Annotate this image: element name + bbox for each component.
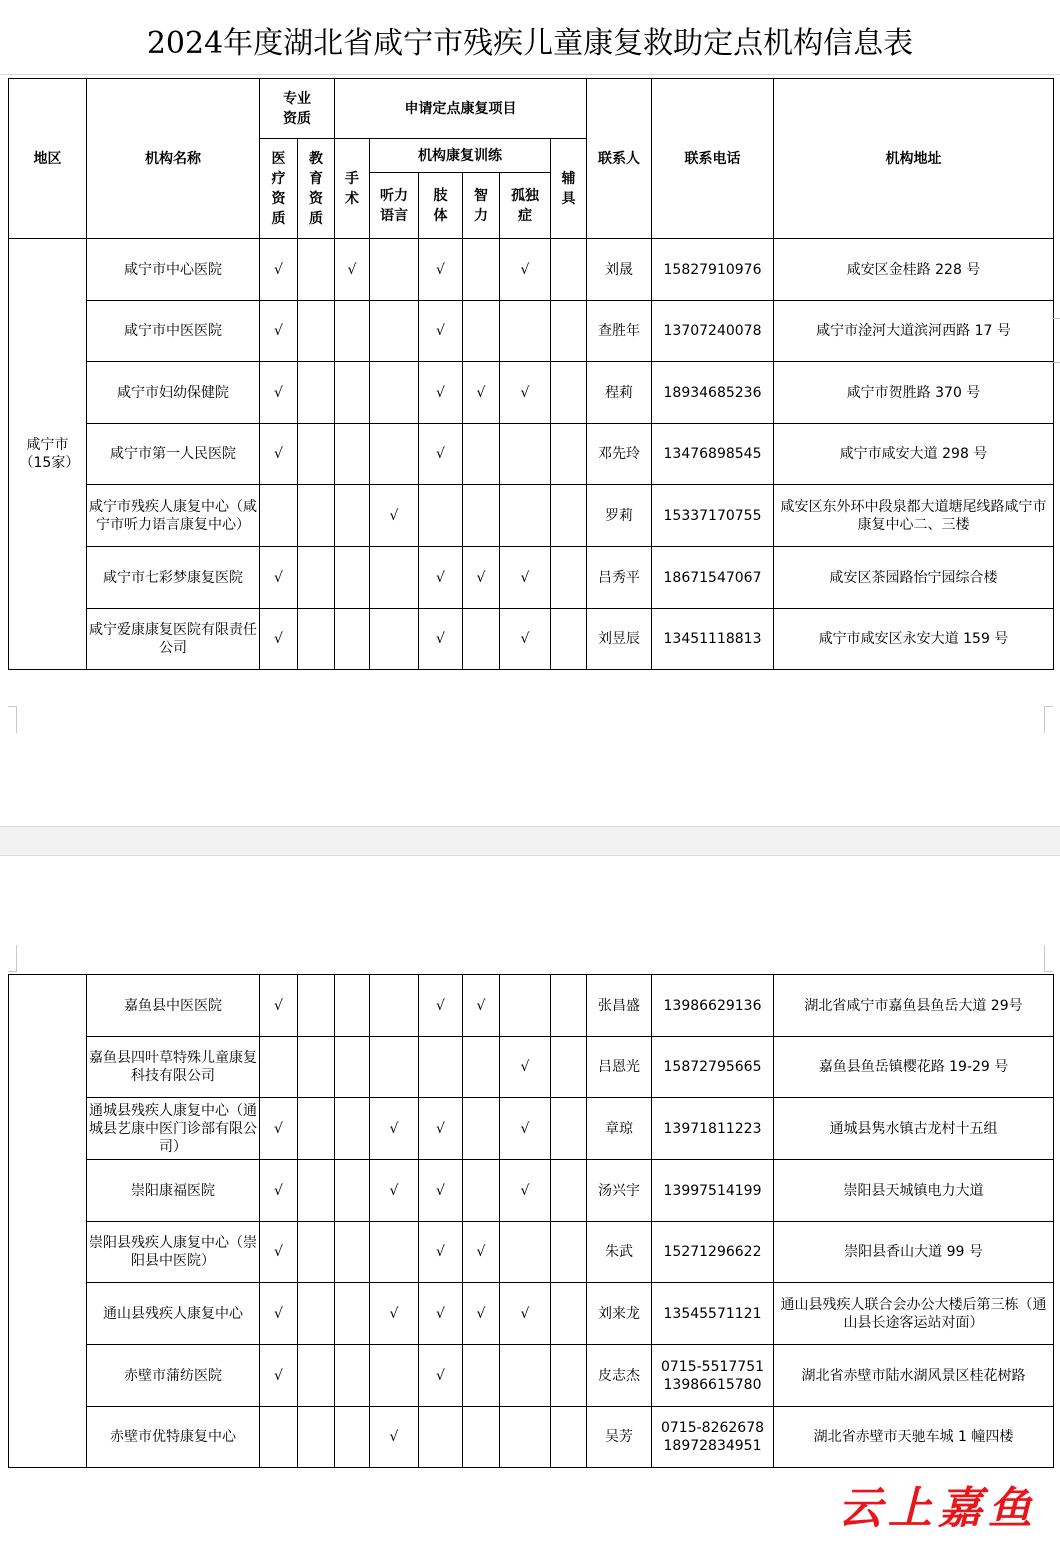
table-row <box>9 239 1054 301</box>
limb-check: √ <box>419 547 463 609</box>
surgery-check <box>335 485 370 547</box>
aids-check <box>551 485 587 547</box>
limb-check <box>419 1407 463 1468</box>
org-address: 咸宁市贺胜路 370 号 <box>774 362 1054 424</box>
header-aids: 辅具 <box>551 139 587 239</box>
limb-check: √ <box>419 239 463 301</box>
table-row <box>9 1037 1054 1098</box>
surgery-check <box>335 1037 370 1098</box>
intellect-check <box>463 239 500 301</box>
surgery-check <box>335 609 370 670</box>
page-break-band <box>0 826 1060 856</box>
contact-phone: 18934685236 <box>652 362 774 424</box>
education-check <box>298 1160 335 1222</box>
region-cell-continued <box>9 975 87 1468</box>
contact-name: 刘晟 <box>587 239 652 301</box>
medical-check: √ <box>260 1345 298 1407</box>
org-address: 湖北省咸宁市嘉鱼县鱼岳大道 29号 <box>774 975 1054 1037</box>
header-project: 申请定点康复项目 <box>335 79 587 139</box>
org-address: 咸宁市咸安大道 298 号 <box>774 424 1054 485</box>
aids-check <box>551 547 587 609</box>
contact-phone: 15271296622 <box>652 1222 774 1283</box>
intellect-check <box>463 1407 500 1468</box>
contact-name: 皮志杰 <box>587 1345 652 1407</box>
org-address: 咸安区茶园路怡宁园综合楼 <box>774 547 1054 609</box>
surgery-check <box>335 1407 370 1468</box>
limb-check: √ <box>419 424 463 485</box>
medical-check: √ <box>260 301 298 362</box>
hearing-check <box>370 975 419 1037</box>
table-row <box>9 1222 1054 1283</box>
contact-name: 章琼 <box>587 1098 652 1160</box>
education-check <box>298 609 335 670</box>
org-address: 崇阳县天城镇电力大道 <box>774 1160 1054 1222</box>
aids-check <box>551 609 587 670</box>
table-row <box>9 1407 1054 1468</box>
contact-phone: 13971811223 <box>652 1098 774 1160</box>
header-qualification: 专业资质 <box>260 79 335 139</box>
table-row <box>9 1283 1054 1345</box>
autism-check <box>500 975 551 1037</box>
contact-phone: 13707240078 <box>652 301 774 362</box>
contact-name: 查胜年 <box>587 301 652 362</box>
education-check <box>298 301 335 362</box>
hearing-check: √ <box>370 1160 419 1222</box>
autism-check <box>500 1345 551 1407</box>
surgery-check <box>335 975 370 1037</box>
table-row <box>9 975 1054 1037</box>
org-address: 通山县残疾人联合会办公大楼后第三栋（通山县长途客运站对面） <box>774 1283 1054 1345</box>
org-address: 咸宁市咸安区永安大道 159 号 <box>774 609 1054 670</box>
org-name: 赤壁市优特康复中心 <box>87 1407 260 1468</box>
hearing-check: √ <box>370 1407 419 1468</box>
surgery-check <box>335 1283 370 1345</box>
autism-check <box>500 301 551 362</box>
page-edge-tick <box>1052 362 1060 363</box>
hearing-check <box>370 609 419 670</box>
hearing-check <box>370 547 419 609</box>
org-name: 通城县残疾人康复中心（通城县艺康中医门诊部有限公司） <box>87 1098 260 1160</box>
table-row <box>9 424 1054 485</box>
contact-phone: 13476898545 <box>652 424 774 485</box>
org-name: 赤壁市蒲纺医院 <box>87 1345 260 1407</box>
org-name: 咸宁市中心医院 <box>87 239 260 301</box>
org-name: 崇阳县残疾人康复中心（崇阳县中医院） <box>87 1222 260 1283</box>
medical-check: √ <box>260 239 298 301</box>
contact-name: 刘来龙 <box>587 1283 652 1345</box>
aids-check <box>551 1098 587 1160</box>
autism-check: √ <box>500 1098 551 1160</box>
education-check <box>298 1222 335 1283</box>
table-row <box>9 547 1054 609</box>
aids-check <box>551 1160 587 1222</box>
limb-check: √ <box>419 1345 463 1407</box>
hearing-check <box>370 362 419 424</box>
intellect-check <box>463 424 500 485</box>
table-row <box>9 1345 1054 1407</box>
aids-check <box>551 1037 587 1098</box>
org-address: 湖北省赤壁市天驰车城 1 幢四楼 <box>774 1407 1054 1468</box>
hearing-check: √ <box>370 1098 419 1160</box>
page-corner-mark <box>8 945 17 972</box>
header-training: 机构康复训练 <box>370 139 551 173</box>
education-check <box>298 485 335 547</box>
medical-check: √ <box>260 362 298 424</box>
education-check <box>298 975 335 1037</box>
autism-check: √ <box>500 609 551 670</box>
contact-phone: 0715-5517751 13986615780 <box>652 1345 774 1407</box>
header-intellect: 智力 <box>463 173 500 239</box>
header-hearing: 听力语言 <box>370 173 419 239</box>
contact-name: 吕恩光 <box>587 1037 652 1098</box>
org-name: 咸宁爱康康复医院有限责任公司 <box>87 609 260 670</box>
header-surgery: 手术 <box>335 139 370 239</box>
contact-name: 程莉 <box>587 362 652 424</box>
page-corner-mark <box>1044 706 1053 733</box>
surgery-check <box>335 424 370 485</box>
medical-check: √ <box>260 609 298 670</box>
contact-phone: 15872795665 <box>652 1037 774 1098</box>
org-address: 通城县隽水镇古龙村十五组 <box>774 1098 1054 1160</box>
page-corner-mark <box>1044 945 1053 972</box>
org-name: 咸宁市七彩梦康复医院 <box>87 547 260 609</box>
hearing-check <box>370 301 419 362</box>
header-education: 教育资质 <box>298 139 335 239</box>
table-row <box>9 301 1054 362</box>
surgery-check: √ <box>335 239 370 301</box>
contact-phone: 13986629136 <box>652 975 774 1037</box>
autism-check <box>500 424 551 485</box>
contact-name: 罗莉 <box>587 485 652 547</box>
surgery-check <box>335 547 370 609</box>
surgery-check <box>335 1160 370 1222</box>
hearing-check: √ <box>370 1283 419 1345</box>
intellect-check <box>463 485 500 547</box>
surgery-check <box>335 362 370 424</box>
education-check <box>298 1098 335 1160</box>
contact-phone: 13545571121 <box>652 1283 774 1345</box>
hearing-check <box>370 1037 419 1098</box>
intellect-check: √ <box>463 547 500 609</box>
org-name: 通山县残疾人康复中心 <box>87 1283 260 1345</box>
aids-check <box>551 239 587 301</box>
org-address: 咸宁市淦河大道滨河西路 17 号 <box>774 301 1054 362</box>
table-row <box>9 609 1054 670</box>
limb-check: √ <box>419 1222 463 1283</box>
intellect-check: √ <box>463 1222 500 1283</box>
medical-check: √ <box>260 1098 298 1160</box>
table-row <box>9 362 1054 424</box>
hearing-check <box>370 1222 419 1283</box>
aids-check <box>551 301 587 362</box>
education-check <box>298 362 335 424</box>
header-region: 地区 <box>9 79 87 239</box>
limb-check: √ <box>419 975 463 1037</box>
contact-phone: 0715-8262678 18972834951 <box>652 1407 774 1468</box>
contact-phone: 13997514199 <box>652 1160 774 1222</box>
limb-check: √ <box>419 1098 463 1160</box>
hearing-check <box>370 424 419 485</box>
intellect-check <box>463 609 500 670</box>
education-check <box>298 1283 335 1345</box>
header-org-name: 机构名称 <box>87 79 260 239</box>
intellect-check <box>463 1098 500 1160</box>
aids-check <box>551 1283 587 1345</box>
institution-table-page-1 <box>8 78 1054 670</box>
org-name: 崇阳康福医院 <box>87 1160 260 1222</box>
org-address: 崇阳县香山大道 99 号 <box>774 1222 1054 1283</box>
education-check <box>298 547 335 609</box>
medical-check: √ <box>260 1160 298 1222</box>
header-contact: 联系人 <box>587 79 652 239</box>
header-autism: 孤独症 <box>500 173 551 239</box>
contact-phone: 13451118813 <box>652 609 774 670</box>
medical-check: √ <box>260 547 298 609</box>
autism-check <box>500 1407 551 1468</box>
education-check <box>298 1345 335 1407</box>
contact-name: 吕秀平 <box>587 547 652 609</box>
limb-check: √ <box>419 1283 463 1345</box>
autism-check: √ <box>500 1160 551 1222</box>
surgery-check <box>335 1222 370 1283</box>
intellect-check <box>463 301 500 362</box>
autism-check: √ <box>500 1283 551 1345</box>
medical-check <box>260 1037 298 1098</box>
org-name: 咸宁市第一人民医院 <box>87 424 260 485</box>
title-divider <box>0 74 1060 75</box>
limb-check <box>419 1037 463 1098</box>
header-medical: 医疗资质 <box>260 139 298 239</box>
medical-check: √ <box>260 975 298 1037</box>
header-phone: 联系电话 <box>652 79 774 239</box>
table-row <box>9 1160 1054 1222</box>
contact-phone: 15337170755 <box>652 485 774 547</box>
limb-check: √ <box>419 1160 463 1222</box>
limb-check <box>419 485 463 547</box>
page-corner-mark <box>8 706 17 733</box>
aids-check <box>551 362 587 424</box>
org-address: 咸安区东外环中段泉都大道塘尾线路咸宁市康复中心二、三楼 <box>774 485 1054 547</box>
autism-check <box>500 485 551 547</box>
intellect-check: √ <box>463 362 500 424</box>
watermark-logo: 云上嘉鱼 <box>838 1483 1038 1534</box>
header-address: 机构地址 <box>774 79 1054 239</box>
contact-name: 刘昱辰 <box>587 609 652 670</box>
contact-name: 邓先玲 <box>587 424 652 485</box>
education-check <box>298 1037 335 1098</box>
org-address: 湖北省赤壁市陆水湖风景区桂花树路 <box>774 1345 1054 1407</box>
institution-table-page-2 <box>8 974 1054 1468</box>
limb-check: √ <box>419 609 463 670</box>
aids-check <box>551 1345 587 1407</box>
intellect-check <box>463 1160 500 1222</box>
org-name: 咸宁市残疾人康复中心（咸宁市听力语言康复中心） <box>87 485 260 547</box>
region-cell: 咸宁市（15家） <box>9 239 87 670</box>
limb-check: √ <box>419 301 463 362</box>
medical-check: √ <box>260 424 298 485</box>
contact-name: 汤兴宇 <box>587 1160 652 1222</box>
autism-check: √ <box>500 239 551 301</box>
autism-check: √ <box>500 1037 551 1098</box>
intellect-check: √ <box>463 1283 500 1345</box>
hearing-check <box>370 1345 419 1407</box>
page-title: 2024年度湖北省咸宁市残疾儿童康复救助定点机构信息表 <box>146 26 914 61</box>
autism-check <box>500 1222 551 1283</box>
surgery-check <box>335 1345 370 1407</box>
education-check <box>298 239 335 301</box>
page-edge-tick <box>1052 318 1060 319</box>
intellect-check <box>463 1037 500 1098</box>
org-address: 嘉鱼县鱼岳镇樱花路 19-29 号 <box>774 1037 1054 1098</box>
aids-check <box>551 424 587 485</box>
surgery-check <box>335 1098 370 1160</box>
medical-check: √ <box>260 1222 298 1283</box>
aids-check <box>551 1222 587 1283</box>
org-address: 咸安区金桂路 228 号 <box>774 239 1054 301</box>
table-row <box>9 1098 1054 1160</box>
contact-phone: 15827910976 <box>652 239 774 301</box>
education-check <box>298 424 335 485</box>
hearing-check <box>370 239 419 301</box>
hearing-check: √ <box>370 485 419 547</box>
org-name: 嘉鱼县中医医院 <box>87 975 260 1037</box>
limb-check: √ <box>419 362 463 424</box>
contact-name: 朱武 <box>587 1222 652 1283</box>
org-name: 咸宁市妇幼保健院 <box>87 362 260 424</box>
medical-check: √ <box>260 1283 298 1345</box>
autism-check: √ <box>500 547 551 609</box>
org-name: 咸宁市中医医院 <box>87 301 260 362</box>
contact-name: 张昌盛 <box>587 975 652 1037</box>
header-limb: 肢体 <box>419 173 463 239</box>
intellect-check: √ <box>463 975 500 1037</box>
medical-check <box>260 1407 298 1468</box>
aids-check <box>551 975 587 1037</box>
org-name: 嘉鱼县四叶草特殊儿童康复科技有限公司 <box>87 1037 260 1098</box>
aids-check <box>551 1407 587 1468</box>
autism-check: √ <box>500 362 551 424</box>
intellect-check <box>463 1345 500 1407</box>
surgery-check <box>335 301 370 362</box>
table-row <box>9 485 1054 547</box>
contact-phone: 18671547067 <box>652 547 774 609</box>
contact-name: 吴芳 <box>587 1407 652 1468</box>
medical-check <box>260 485 298 547</box>
education-check <box>298 1407 335 1468</box>
